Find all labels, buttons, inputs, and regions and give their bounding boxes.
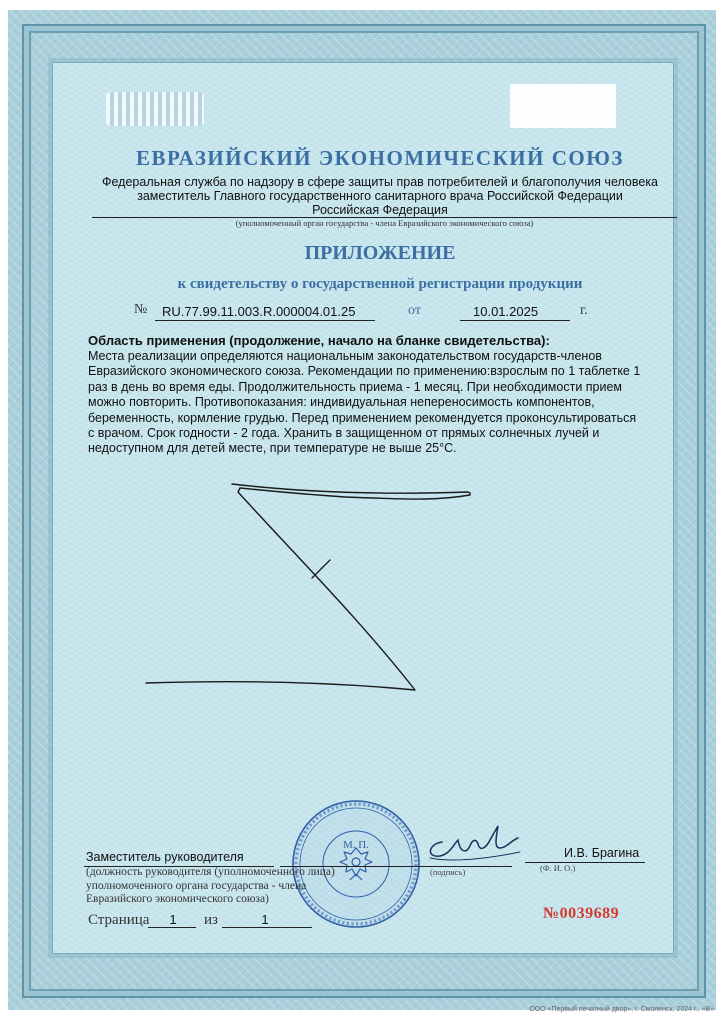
page-number-underline xyxy=(148,927,196,928)
union-title: ЕВРАЗИЙСКИЙ ЭКОНОМИЧЕСКИЙ СОЮЗ xyxy=(136,146,624,170)
position-caption: (должность руководителя (уполномоченного лица) уполномоченного органа государства - члена Евразийского экономического союза) xyxy=(86,866,335,905)
appendix-subtitle: к свидетельству о государственной регистрации продукции xyxy=(177,276,583,292)
name-caption: (Ф. И. О.) xyxy=(540,863,576,873)
scope-heading: Область применения (продолжение, начало на бланке свидетельства): xyxy=(88,333,550,348)
date-from-label: от xyxy=(408,303,421,318)
page-total-underline xyxy=(222,927,312,928)
number-sign: № xyxy=(134,302,148,317)
seal-label: М. П. xyxy=(343,839,369,851)
page-label: Страница xyxy=(88,912,150,928)
date-underline xyxy=(460,320,570,321)
agency-line-1: Федеральная служба по надзору в сфере защиты прав потребителей и благополучия человека xyxy=(101,175,659,189)
agency-block xyxy=(80,175,680,217)
page-number: 1 xyxy=(169,912,177,927)
agency-line-3: Российская Федерация xyxy=(312,203,448,217)
certificate-number: RU.77.99.11.003.R.000004.01.25 xyxy=(162,304,356,319)
signer-position: Заместитель руководителя xyxy=(86,850,244,864)
page-of-label: из xyxy=(204,912,218,928)
appendix-title: ПРИЛОЖЕНИЕ xyxy=(304,242,456,264)
blank-corner-area xyxy=(510,84,616,128)
agency-caption: (уполномоченный орган государства - члена Евразийского экономического союза) xyxy=(235,218,534,228)
handwritten-signature xyxy=(420,818,530,868)
serial-number: №0039689 xyxy=(543,905,620,922)
rosette-ornament xyxy=(106,92,204,126)
number-underline xyxy=(155,320,375,321)
signature-caption: (подпись) xyxy=(430,867,466,877)
agency-line-2: заместитель Главного государственного санитарного врача Российской Федерации xyxy=(137,189,623,203)
official-seal xyxy=(290,798,422,930)
certificate-date: 10.01.2025 xyxy=(473,304,539,319)
page-total: 1 xyxy=(261,912,269,927)
year-suffix: г. xyxy=(580,303,588,318)
printer-imprint: ООО «Первый печатный двор», г. Смоленск, 2024 г., «В» xyxy=(529,1006,714,1013)
signer-name: И.В. Брагина xyxy=(564,846,640,860)
scope-text: Места реализации определяются национальным законодательством государств-членов Евразийского экономического союза. Рекомендации по применению:взрослым по 1 таблетке 1 раз в день во время еды. Продолжительность приема - 1 месяц. При необходимости прием можно повторить. Противопоказания: индивидуальная непереносимость компонентов, беременность, кормление грудью. Перед применением рекомендуется проконсультироваться с врачом. Срок годности - 2 года. Хранить в защищенном от прямых солнечных лучей и недоступном для детей месте, при температуре не выше 25°С. xyxy=(88,349,641,456)
